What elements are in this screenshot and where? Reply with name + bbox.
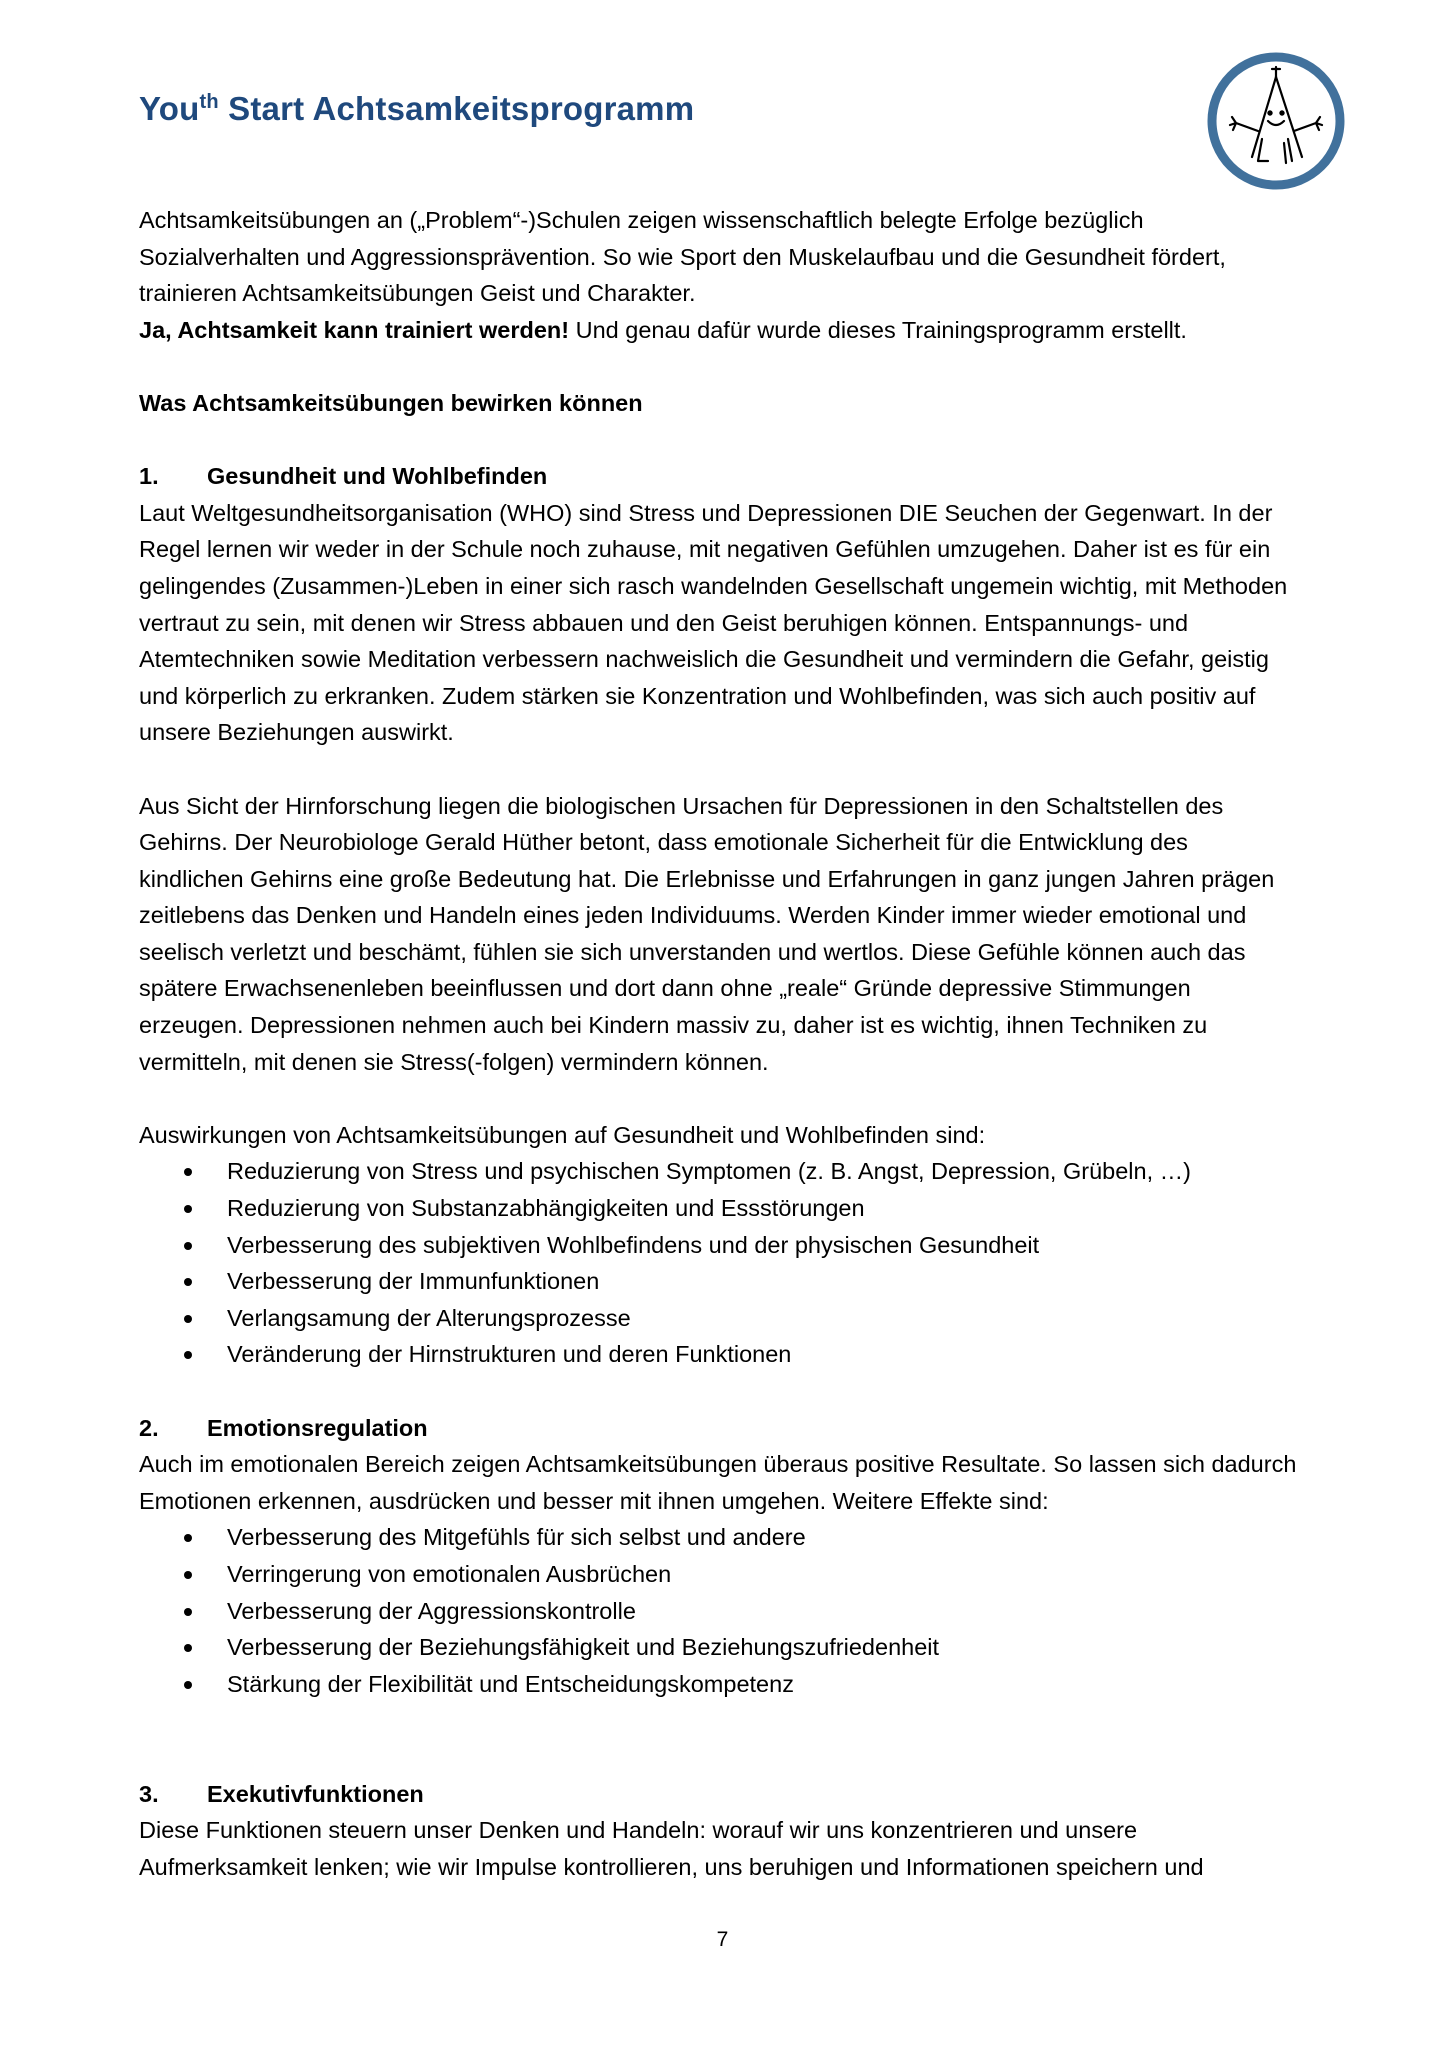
body-line: erzeugen. Depressionen nehmen auch bei Kindern massiv zu, daher ist es wichtig, ihnen Techniken zu bbox=[139, 1012, 1208, 1039]
bullet-icon bbox=[184, 1315, 192, 1323]
bullet-icon bbox=[184, 1242, 192, 1250]
list-item: Verbesserung der Aggressionskontrolle bbox=[139, 1593, 1349, 1630]
body-line: Gehirns. Der Neurobiologe Gerald Hüther betont, dass emotionale Sicherheit für die Entwicklung des bbox=[139, 829, 1188, 856]
bullet-icon bbox=[184, 1351, 192, 1359]
body-line: vertraut zu sein, mit denen wir Stress abbauen und den Geist beruhigen können. Entspannungs- und bbox=[139, 609, 1189, 636]
list-item: Verbesserung der Beziehungsfähigkeit und Beziehungszufriedenheit bbox=[139, 1629, 1349, 1666]
page-number: 7 bbox=[716, 1928, 729, 1951]
body-line: unsere Beziehungen auswirkt. bbox=[139, 719, 454, 746]
section-title: Was Achtsamkeitsübungen bewirken können bbox=[139, 389, 643, 416]
body-line: trainieren Achtsamkeitsübungen Geist und Charakter. bbox=[139, 280, 696, 307]
body-line: Atemtechniken sowie Meditation verbessern nachweislich die Gesundheit und vermindern die Gefahr, geistig bbox=[139, 646, 1269, 673]
list-item: Veränderung der Hirnstrukturen und deren Funktionen bbox=[139, 1336, 1349, 1373]
bullet-icon bbox=[184, 1644, 192, 1652]
bullet-list-emotions bbox=[139, 1519, 1349, 1702]
page-header-title: You$^{th}$ Start Achtsamkeitsprogramm bbox=[139, 90, 695, 127]
body-line: zeitlebens das Denken und Handeln eines jeden Individuums. Werden Kinder immer wieder emotional und bbox=[139, 902, 1247, 929]
body-line: Achtsamkeitsübungen an („Problem“-)Schulen zeigen wissenschaftlich belegte Erfolge bezüglich bbox=[139, 207, 1144, 233]
body-line: vermitteln, mit denen sie Stress(-folgen) vermindern können. bbox=[139, 1048, 769, 1075]
document-body bbox=[139, 202, 1349, 1885]
body-line: Regel lernen wir weder in der Schule noch zuhause, mit negativen Gefühlen umzugehen. Daher ist es für ein bbox=[139, 536, 1271, 563]
body-line: Aus Sicht der Hirnforschung liegen die biologischen Ursachen für Depressionen in den Schaltstellen des bbox=[139, 792, 1224, 819]
list-intro: Auswirkungen von Achtsamkeitsübungen auf Gesundheit und Wohlbefinden sind: bbox=[139, 1121, 986, 1148]
section-heading-3: 3. Exekutivfunktionen bbox=[139, 1780, 424, 1807]
bullet-icon bbox=[184, 1608, 192, 1616]
body-line: gelingendes (Zusammen-)Leben in einer sich rasch wandelnden Gesellschaft ungemein wichtig, mit Methoden bbox=[139, 572, 1288, 599]
bullet-icon bbox=[184, 1534, 192, 1542]
bullet-icon bbox=[184, 1278, 192, 1286]
list-item: Verlangsamung der Alterungsprozesse bbox=[139, 1300, 1349, 1337]
intro-statement: Ja, Achtsamkeit kann trainiert werden! Und genau dafür wurde dieses Trainingsprogramm erstellt. bbox=[139, 316, 1187, 343]
section-heading-2: 2. Emotionsregulation bbox=[139, 1414, 428, 1441]
body-line: Diese Funktionen steuern unser Denken und Handeln: worauf wir uns konzentrieren und unsere bbox=[139, 1817, 1138, 1844]
body-line: seelisch verletzt und beschämt, fühlen sie sich unverstanden und wertlos. Diese Gefühle können auch das bbox=[139, 938, 1246, 965]
section-heading-1: 1. Gesundheit und Wohlbefinden bbox=[139, 463, 548, 490]
smiling-tent-figure-logo bbox=[1206, 51, 1346, 191]
bullet-list-health bbox=[139, 1153, 1349, 1373]
list-item: Verbesserung der Immunfunktionen bbox=[139, 1263, 1349, 1300]
list-item: Reduzierung von Stress und psychischen Symptomen (z. B. Angst, Depression, Grübeln, …) bbox=[139, 1153, 1349, 1190]
bold-statement: Ja, Achtsamkeit kann trainiert werden! bbox=[139, 316, 570, 343]
list-item: Verbesserung des subjektiven Wohlbefindens und der physischen Gesundheit bbox=[139, 1227, 1349, 1264]
body-line: Aufmerksamkeit lenken; wie wir Impulse kontrollieren, uns beruhigen und Informationen speichern und bbox=[139, 1853, 1204, 1880]
list-item: Verbesserung des Mitgefühls für sich selbst und andere bbox=[139, 1519, 1349, 1556]
bullet-icon bbox=[184, 1571, 192, 1579]
bullet-icon bbox=[184, 1205, 192, 1213]
body-line: Emotionen erkennen, ausdrücken und besser mit ihnen umgehen. Weitere Effekte sind: bbox=[139, 1487, 1049, 1514]
list-item: Stärkung der Flexibilität und Entscheidungskompetenz bbox=[139, 1666, 1349, 1703]
body-line: Auch im emotionalen Bereich zeigen Achtsamkeitsübungen überaus positive Resultate. So lassen sich dadurch bbox=[139, 1451, 1297, 1478]
bullet-icon bbox=[184, 1681, 192, 1689]
list-item: Reduzierung von Substanzabhängigkeiten und Essstörungen bbox=[139, 1190, 1349, 1227]
body-line: Sozialverhalten und Aggressionsprävention. So wie Sport den Muskelaufbau und die Gesundheit fördert, bbox=[139, 243, 1226, 270]
bullet-icon bbox=[184, 1168, 192, 1176]
body-line: und körperlich zu erkranken. Zudem stärken sie Konzentration und Wohlbefinden, was sich auch positiv auf bbox=[139, 682, 1256, 709]
body-line: kindlichen Gehirns eine große Bedeutung hat. Die Erlebnisse und Erfahrungen in ganz jungen Jahren prägen bbox=[139, 865, 1275, 892]
list-item: Verringerung von emotionalen Ausbrüchen bbox=[139, 1556, 1349, 1593]
body-line: Laut Weltgesundheitsorganisation (WHO) sind Stress und Depressionen DIE Seuchen der Gegenwart. In der bbox=[139, 499, 1273, 526]
body-line: spätere Erwachsenenleben beeinflussen und dort dann ohne „reale“ Gründe depressive Stimmungen bbox=[139, 975, 1191, 1002]
